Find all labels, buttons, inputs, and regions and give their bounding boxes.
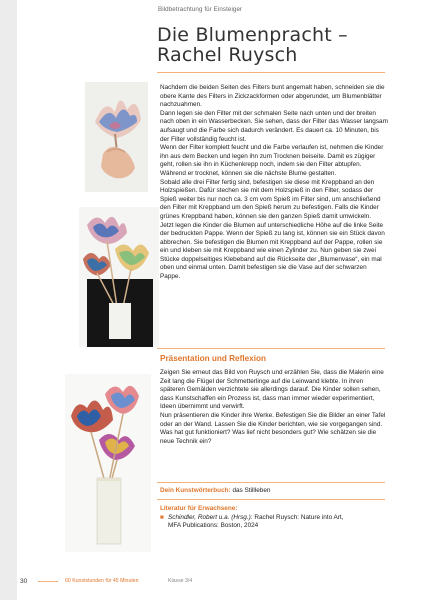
instructions-block: [160, 84, 388, 282]
title-divider: [157, 72, 385, 73]
vase-flowers-illustration: [65, 374, 151, 552]
photo-finished-vase: [65, 374, 151, 552]
footer-accent-bar: [38, 581, 58, 582]
literature-publisher-line: [160, 522, 388, 531]
presentation-paragraph-1: Zeigen Sie erneut das Bild von Ruysch und erzählen Sie, dass die Malerin eine Zeit lang die Flügel der Schmetterlinge auf die Leinwand klebte. In ihren späteren Gemälden verzichtete sie allerdings darauf. Die Kinder sollen sehen, dass Kunstschaffen ein Prozess ist, dass man immer wieder experimentiert, Ideen übernimmt und verwirft.: [160, 369, 384, 411]
kunstwoerterbuch-line: [160, 487, 388, 496]
presentation-block: [160, 354, 388, 446]
paragraph-3: Wenn der Filter komplett feucht und die Farbe verlaufen ist, nehmen die Kinder ihn aus dem Becken und legen ihn zum Trocknen beiseite. Damit es zügiger geht, rollen sie ihn in Küchenkrepp noch, indem sie den Filter abtupfen. Während er trocknet, können sie die nächste Blume gestalten.: [160, 144, 384, 177]
literature-heading: Literatur für Erwachsene:: [160, 505, 238, 512]
flowers-collage-illustration: [79, 207, 159, 347]
literature-publisher: MFA Publications: Boston, 2024: [168, 522, 259, 530]
wordbook-divider: [157, 482, 385, 483]
title-line-1: Die Blumenpracht –: [157, 24, 348, 46]
paragraph-4: Sobald alle drei Filter fertig sind, befestigen sie diese mit Kreppband an den Holzspießen. Dafür stechen sie mit dem Holzspieß in den Filter, sodass der Spieß weiter bis nur noch ca. 3 cm vom Spieß im Filter sind, um anschließend den Filter mit Kreppband um den Spieß herum zu befestigen. Falls die Kinder grünes Kreppband haben, können sie den ganzen Spieß damit umwickeln.: [160, 178, 381, 220]
footer-series: 60 Kunststunden für 45 Minuten: [65, 578, 139, 584]
section-heading: Präsentation und Reflexion: [160, 354, 266, 363]
section-divider: [157, 348, 385, 349]
photo-hand-holding-flower: [85, 82, 148, 192]
title-line-2: Rachel Ruysch: [157, 44, 298, 66]
bullet-icon: ■: [160, 513, 164, 521]
kicker-label: Bildbetrachtung für Einsteiger: [158, 6, 243, 13]
hand-flower-illustration: [85, 82, 148, 192]
footer-klasse: Klasse 3/4: [168, 578, 193, 584]
paragraph-2: Dann legen sie den Filter mit der schmalen Seite nach unten und der breiten nach oben in ein Wasserbecken. Sie sehen, dass der Filter das Wasser langsam aufsaugt und die Farbe sich dadurch verändert. Es dauert ca. 10 Minuten, bis der Filter vollständig feucht ist.: [160, 109, 388, 143]
page-margin-band: [0, 0, 17, 600]
literature-title: Rachel Ruysch: Nature into Art,: [254, 513, 344, 521]
page-number: 30: [20, 578, 28, 585]
paragraph-1: Nachdem die beiden Seiten des Filters bunt angemalt haben, schneiden sie die obere Kante des Filters in Zickzackformen oder abgerundet, um Blumenblätter nachzuahmen.: [160, 84, 385, 109]
kunstwoerterbuch-label: Dein Kunstwörterbuch:: [160, 487, 231, 494]
literature-item: [160, 514, 388, 523]
presentation-paragraph-2: Nun präsentieren die Kinder ihre Werke. Befestigen Sie die Bilder an einer Tafel oder an der Wand. Lassen Sie die Kinder berichten, wie sie vorgegangen sind. Was hat gut funktioniert? Was lief nicht besonders gut? Wie schätzen sie die neue Technik ein?: [160, 411, 386, 445]
literature-divider: [157, 499, 385, 500]
literature-block: [160, 505, 388, 531]
wordbook-block: [160, 487, 388, 496]
page-title: [157, 25, 348, 65]
kunstwoerterbuch-value: das Stillleben: [232, 487, 271, 494]
literature-author: Schindler, Robert u.a. (Hrsg.):: [168, 513, 253, 521]
photo-flowers-on-black-paper: [79, 207, 159, 347]
paragraph-5: Jetzt legen die Kinder die Blumen auf unterschiedliche Höhe auf die linke Seite der bedruckten Pappe. Wenn der Spieß zu lang ist, können sie ein Stück davon abbrechen. Sie befestigen die Blumen mit Kreppband auf der Pappe, rollen sie ein und kleben sie mit Kreppband wie einen Zylinder zu. Nun geben sie zwei Stücke doppelseitiges Klebeband auf die Rückseite der „Blumenvase“, ein mal oben und einmal unten. Damit befestigen sie die Vase auf der schwarzen Pappe.: [160, 221, 385, 281]
